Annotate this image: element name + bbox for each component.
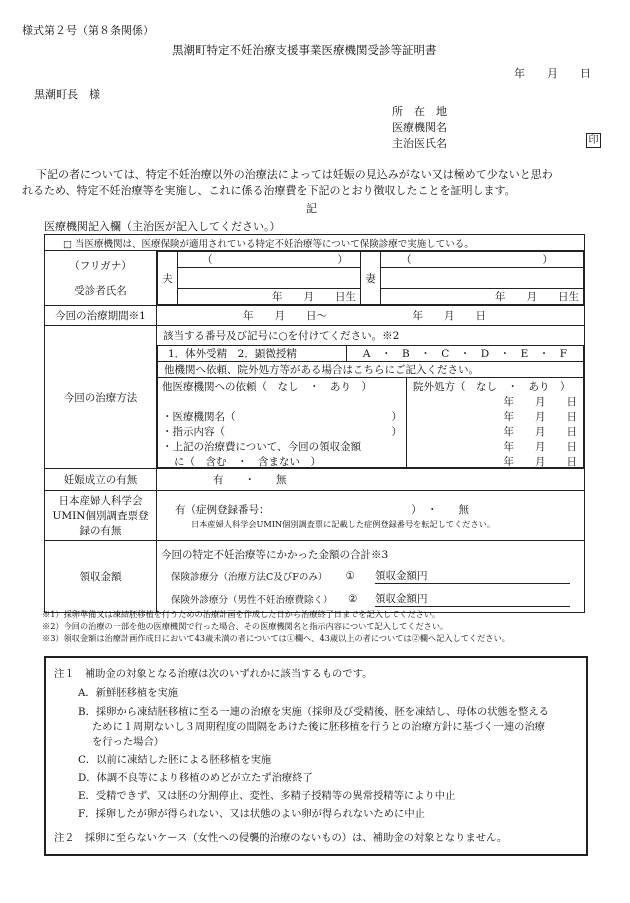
jsog-label-1: 日本産婦人科学会 (58, 495, 143, 507)
note-a: A．新鮮胚移植を実施 (78, 687, 179, 699)
recipient: 黒潮町長 様 (34, 88, 100, 101)
note-f: F．採卵したが卵が得られない、又は状態のよい卵が得られないために中止 (78, 808, 425, 820)
husband-birthdate[interactable]: 年 月 日生 (178, 289, 361, 305)
jsog-label-cell (45, 491, 157, 541)
ki-mark: 記 (306, 202, 317, 215)
patient-name-label-cell (45, 251, 157, 306)
fee-question-2[interactable]: に（ 含む ・ 含まない ） (174, 456, 321, 468)
notes-box (44, 656, 588, 856)
non-insured-row[interactable] (161, 591, 570, 607)
note-b-1: B．採卵から凍結胚移植に至る一連の治療を実施（採卵及び受精後、胚を凍結し、母体の状態を整える (78, 706, 549, 718)
jsog-note: 日本産婦人科学会UMIN個別調査票に記載した症例登録番号を転記してください。 (191, 518, 496, 529)
pregnancy-value[interactable]: 有 ・ 無 (157, 469, 585, 491)
section-title: 医療機関記入欄（主治医が記入してください。） (44, 220, 281, 233)
wife-furigana[interactable] (381, 252, 584, 268)
method-options[interactable]: 1．体外受精 2．顕微授精 (158, 346, 347, 362)
form-number: 様式第２号（第８条関係） (22, 24, 154, 37)
jsog-cell (157, 491, 585, 541)
issue-date[interactable]: 年 月 日 (514, 67, 591, 80)
address-label: 所 在 地 (392, 105, 447, 118)
circle-2: ② (348, 592, 358, 605)
note-b-3: を行った場合） (92, 736, 165, 748)
rx-date-3[interactable]: 年 月 日 (503, 426, 577, 438)
document-title: 黒潮町特定不妊治療支援事業医療機関受診等証明書 (172, 43, 437, 57)
receipt-cell (157, 541, 585, 613)
footnote-2: ※2）今回の治療の一部を他の医療機関で行った場合、その医療機関名と指示内容について記入してください。 (42, 621, 449, 631)
receipt-label: 領収金額 (45, 541, 157, 613)
non-insured-amount[interactable] (375, 591, 570, 607)
rx-date-1[interactable]: 年 月 日 (503, 396, 577, 408)
amount-label: 領収金額 (374, 569, 417, 582)
husband-label: 夫 (158, 252, 178, 305)
paren-close: ） (542, 254, 553, 266)
footnote-1: ※1）採卵準備又は凍結胚移植を行うための治療計画を作成した日から治療終了日までを記入してください。 (42, 609, 441, 619)
seal-mark (586, 133, 601, 148)
other-institution-note: 他機関へ依頼、院外処方等がある場合はこちらにご記入ください。 (158, 362, 584, 378)
footnote-3: ※3）領収金額は治療計画作成日において43歳未満の者については①欄へ、43歳以上の者については②欄へ記入してください。 (42, 633, 510, 643)
note-2: 注２ 採卵に至らないケース（女性への侵襲的治療のないもの）は、補助金の対象となりません。 (54, 832, 508, 844)
referral-left (158, 378, 407, 467)
amount-label: 領収金額 (375, 592, 417, 605)
pregnancy-label: 妊娠成立の有無 (45, 469, 157, 491)
rx-date-5[interactable]: 年 月 日 (503, 456, 577, 468)
certificate-table (44, 234, 585, 613)
period-field[interactable] (157, 306, 585, 326)
method-options-grid (157, 345, 584, 468)
period-to: 年 月 日 (412, 310, 486, 322)
non-insured-label: 保険外診療分（男性不妊治療費除く） (171, 594, 333, 606)
fee-question-1: ・上記の治療費について、今回の領収金額 (162, 441, 362, 453)
note-c: C．以前に凍結した胚による胚移植を実施 (78, 754, 272, 766)
paren-open: （ (401, 254, 412, 266)
wife-birthdate[interactable]: 年 月 日生 (381, 289, 584, 305)
note-d: D．体調不良等により移植のめどが立たず治療終了 (78, 772, 313, 784)
wife-name-field[interactable] (381, 268, 584, 289)
referral-right (407, 378, 583, 467)
statement-line-2: れるため、特定不妊治療等を実施し、これに係る治療費を下記のとおり徴収したことを証明します。 (22, 184, 516, 197)
inst-name-row[interactable] (162, 409, 402, 424)
jsog-label-2: UMIN個別調査票登 (52, 510, 149, 522)
method-instruction: 該当する番号及び記号に○を付けてください。※2 (163, 330, 400, 342)
yen-label: 円 (416, 569, 428, 582)
circle-1: ① (345, 569, 355, 582)
instruction-row[interactable] (162, 424, 402, 439)
husband-furigana[interactable] (178, 252, 361, 268)
insurance-check-row[interactable] (45, 235, 585, 251)
paren-close: ） (337, 254, 348, 266)
inst-name-label: ・医療機関名（ (162, 411, 236, 423)
other-request[interactable]: 他医療機関への依頼（ なし ・ あり ） (162, 381, 372, 393)
insured-label: 保険診療分（治療方法C及びFのみ） (171, 571, 328, 583)
note-1-title: 注１ 補助金の対象となる治療は次のいずれかに該当するものです。 (54, 668, 373, 680)
statement-line-1: 下記の者については、特定不妊治療以外の治療法によっては妊娠の見込みがない又は極めて少ないと思わ (36, 168, 553, 181)
insurance-check[interactable]: □ 当医療機関は、医療保険が適用されている特定不妊治療等について保険診療で実施している。 (63, 238, 474, 250)
receipt-total-label: 今回の特定不妊治療等にかかった金額の合計※3 (161, 548, 389, 561)
period-label: 今回の治療期間※1 (45, 306, 157, 326)
paren-open: （ (202, 254, 213, 266)
seal-text: 印 (586, 133, 601, 148)
jsog-value[interactable]: 有（症例登録番号： ） ・ 無 (175, 503, 469, 516)
close-paren: ） (391, 426, 402, 438)
doctor-label: 主治医氏名 (392, 137, 447, 150)
yen-label: 円 (417, 592, 428, 605)
husband-name-field[interactable] (178, 268, 361, 289)
period-from: 年 月 日～ (243, 310, 327, 322)
rx-date-4[interactable]: 年 月 日 (503, 441, 577, 453)
note-b-2: ために１周期ないし３周期程度の間隔をあけた後に胚移植を行うとの治療方針に基づく一連の治療 (92, 721, 546, 733)
close-paren: ） (391, 411, 402, 423)
wife-label: 妻 (361, 252, 381, 305)
insured-row[interactable] (161, 568, 570, 584)
patient-name-label: 受診者氏名 (74, 285, 127, 297)
furigana-label: （フリガナ） (69, 260, 132, 272)
insured-amount[interactable] (375, 568, 570, 584)
method-letters[interactable]: A ・ B ・ C ・ D ・ E ・ F (347, 346, 584, 362)
institution-label: 医療機関名 (392, 121, 447, 134)
outside-prescription[interactable]: 院外処方（ なし ・ あり ） (413, 381, 571, 393)
referral-cell (158, 378, 584, 468)
patient-names-cell (157, 251, 585, 306)
instruction-label: ・指示内容（ (162, 426, 225, 438)
method-label: 今回の治療方法 (45, 326, 157, 469)
method-cell (157, 326, 585, 469)
jsog-label-3: 録の有無 (79, 525, 122, 537)
names-grid (157, 251, 584, 305)
note-e: E．受精できず、又は胚の分割停止、変性、多精子授精等の異常授精等により中止 (78, 790, 456, 802)
rx-date-2[interactable]: 年 月 日 (503, 411, 577, 423)
